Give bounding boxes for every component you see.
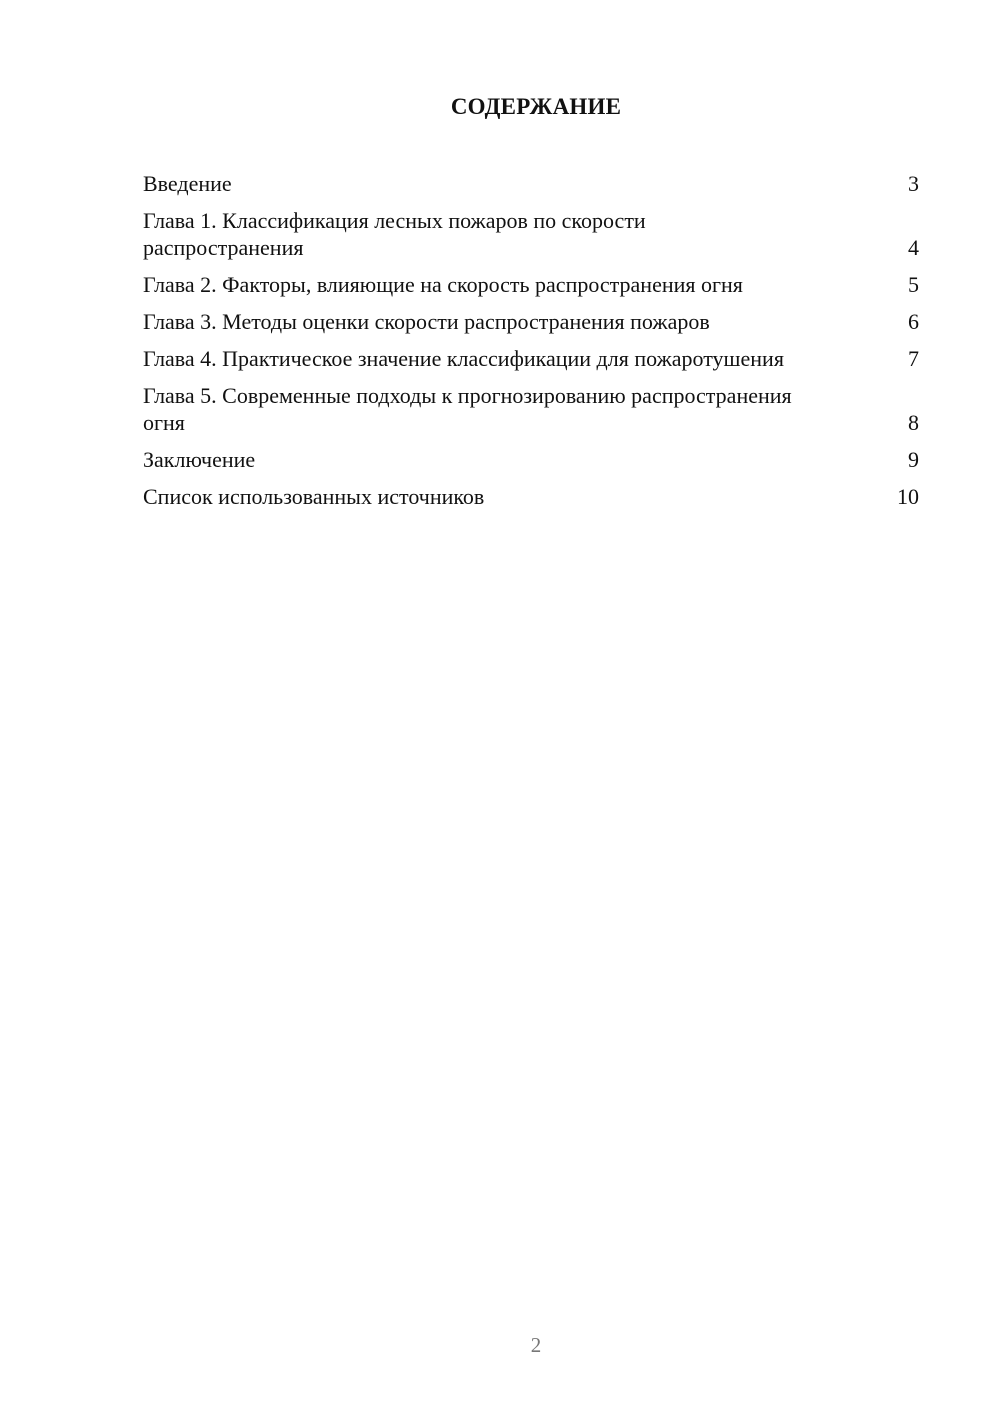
toc-entry-page-number: 10 (897, 484, 919, 509)
toc-entry-label: Глава 4. Практическое значение классификации для пожаротушения (143, 346, 784, 371)
toc-entry-conclusion[interactable] (143, 446, 919, 473)
toc-entry-page-number: 3 (908, 171, 919, 196)
toc-entry-chapter-1[interactable] (143, 207, 919, 261)
toc-entry-chapter-5[interactable] (143, 382, 919, 436)
toc-entry-page-number: 7 (908, 346, 919, 371)
toc-entry-introduction[interactable] (143, 170, 919, 197)
table-of-contents (143, 170, 919, 520)
toc-entry-chapter-3[interactable] (143, 308, 919, 335)
toc-entry-references[interactable] (143, 483, 919, 510)
toc-entry-label: Введение (143, 171, 232, 196)
toc-entry-label: Список использованных источников (143, 484, 485, 509)
toc-title: СОДЕРЖАНИЕ (450, 94, 622, 119)
toc-entry-label: Глава 3. Методы оценки скорости распространения пожаров (143, 309, 710, 334)
toc-entry-page-number: 5 (908, 272, 919, 297)
toc-entry-page-number: 9 (908, 447, 919, 472)
page-number: 2 (530, 1333, 542, 1357)
toc-entry-chapter-4[interactable] (143, 345, 919, 372)
toc-entry-label: Глава 2. Факторы, влияющие на скорость распространения огня (143, 272, 743, 297)
toc-entry-page-number: 6 (908, 309, 919, 334)
toc-entry-chapter-2[interactable] (143, 271, 919, 298)
toc-entry-label: Заключение (143, 447, 256, 472)
toc-entry-page-number: 4 (908, 235, 919, 260)
toc-entry-label: Глава 1. Классификация лесных пожаров по скорости распространения (143, 208, 646, 260)
toc-entry-page-number: 8 (908, 410, 919, 435)
toc-entry-label: Глава 5. Современные подходы к прогнозированию распространения огня (143, 383, 792, 435)
